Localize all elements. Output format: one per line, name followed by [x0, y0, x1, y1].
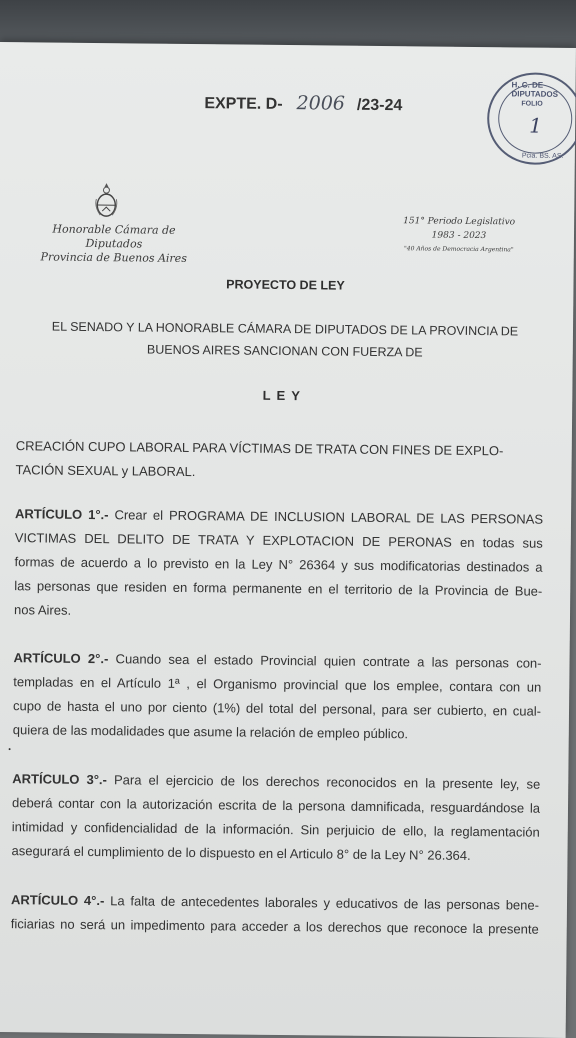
- article-3-line-3: asegurará el cumplimiento de lo dispuesto en el Articulo 8° de la Ley N° 26.364.: [11, 839, 539, 869]
- article-1-line-4: nos Aires.: [14, 598, 542, 628]
- folio-stamp-top-text: H. C. DE DIPUTADOS: [511, 80, 576, 99]
- article-4-label: ARTÍCULO 4°.-: [11, 892, 104, 908]
- preamble-line2: BUENOS AIRES SANCIONAN CON FUERZA DE: [25, 337, 545, 364]
- preamble-line1: EL SENADO Y LA HONORABLE CÁMARA DE DIPUTADOS DE LA PROVINCIA DE: [25, 315, 545, 342]
- expediente-suffix: /23-24: [357, 97, 403, 114]
- article-4-line-1: ficiarias no será un impedimento para acceder a los derechos que reconoce la presente: [11, 912, 539, 942]
- article-2-line-1: templadas en el Artículo 1ª , el Organismo provincial que los emplee, contara con un: [13, 670, 541, 700]
- article-1-line-0: Crear el PROGRAMA DE INCLUSION LABORAL DE LAS PERSONAS: [108, 507, 543, 527]
- document-title: PROYECTO DE LEY: [0, 275, 574, 295]
- article-3-line-0: Para el ejercicio de los derechos reconocidos en la presente ley, se: [107, 772, 541, 792]
- preamble: [25, 315, 545, 364]
- law-subject: [15, 434, 535, 487]
- article-3-line-1: deberá contar con la autorización escrita de la persona damnificada, resguardándose la: [12, 791, 540, 821]
- folio-stamp-number: 1: [529, 114, 542, 138]
- article-2-line-0: Cuando sea el estado Provincial quien contrate a las personas con-: [108, 651, 541, 671]
- chamber-name-line2: Provincia de Buenos Aires: [28, 250, 200, 266]
- article-1-label: ARTÍCULO 1°.-: [15, 506, 109, 522]
- article-1: [14, 502, 543, 628]
- article-1-line-1: VICTIMAS DEL DELITO DE TRATA Y EXPLOTACION DE PERONAS en todas sus: [15, 526, 543, 556]
- article-4: [11, 888, 539, 942]
- subject-line2: TACIÓN SEXUAL y LABORAL.: [15, 458, 535, 487]
- article-3-line-2: intimidad y confidencialidad de la información. Sin perjuicio de ello, la reglamentación: [12, 815, 540, 845]
- period-line3: "40 Años de Democracia Argentina": [394, 242, 524, 257]
- folio-stamp-bottom-text: Pcia. BS. AS.: [522, 152, 564, 159]
- expediente-prefix: EXPTE. D-: [204, 95, 282, 113]
- article-2-line-3: quiera de las modalidades que asume la relación de empleo público.: [13, 718, 541, 748]
- expediente-handwritten-number: 2006: [296, 92, 345, 115]
- article-3: [11, 767, 540, 869]
- coat-of-arms-icon: [94, 181, 118, 219]
- ley-heading: LEY: [0, 385, 572, 406]
- period-line1: 151° Periodo Legislativo: [394, 214, 524, 229]
- article-4-line-0: La falta de antecedentes laborales y educativos de las personas bene-: [104, 893, 539, 913]
- article-2-line-2: cupo de hasta el uno por ciento (1%) del total del personal, para ser cubierto, en cual-: [13, 694, 541, 724]
- folio-stamp-label: FOLIO: [521, 100, 542, 107]
- article-1-line-2: formas de acuerdo a lo previsto en la Ley N° 26364 y sus modificatorias destinados a: [14, 550, 542, 580]
- chamber-name: [28, 222, 200, 266]
- article-2-label: ARTÍCULO 2°.-: [13, 650, 108, 666]
- chamber-name-line1: Honorable Cámara de Diputados: [28, 222, 200, 252]
- article-2: [13, 646, 542, 748]
- expediente-number: [204, 91, 402, 115]
- article-3-label: ARTÍCULO 3°.-: [12, 771, 107, 787]
- folio-stamp: [487, 72, 576, 165]
- subject-line1: CREACIÓN CUPO LABORAL PARA VÍCTIMAS DE TRATA CON FINES DE EXPLO-: [16, 434, 536, 463]
- stray-mark: [9, 748, 11, 750]
- legislative-period: [394, 214, 524, 257]
- article-1-line-3: las personas que residen en forma permanente en el territorio de la Provincia de Bue-: [14, 574, 542, 604]
- period-line2: 1983 - 2023: [394, 228, 524, 243]
- document-page: [0, 42, 576, 1038]
